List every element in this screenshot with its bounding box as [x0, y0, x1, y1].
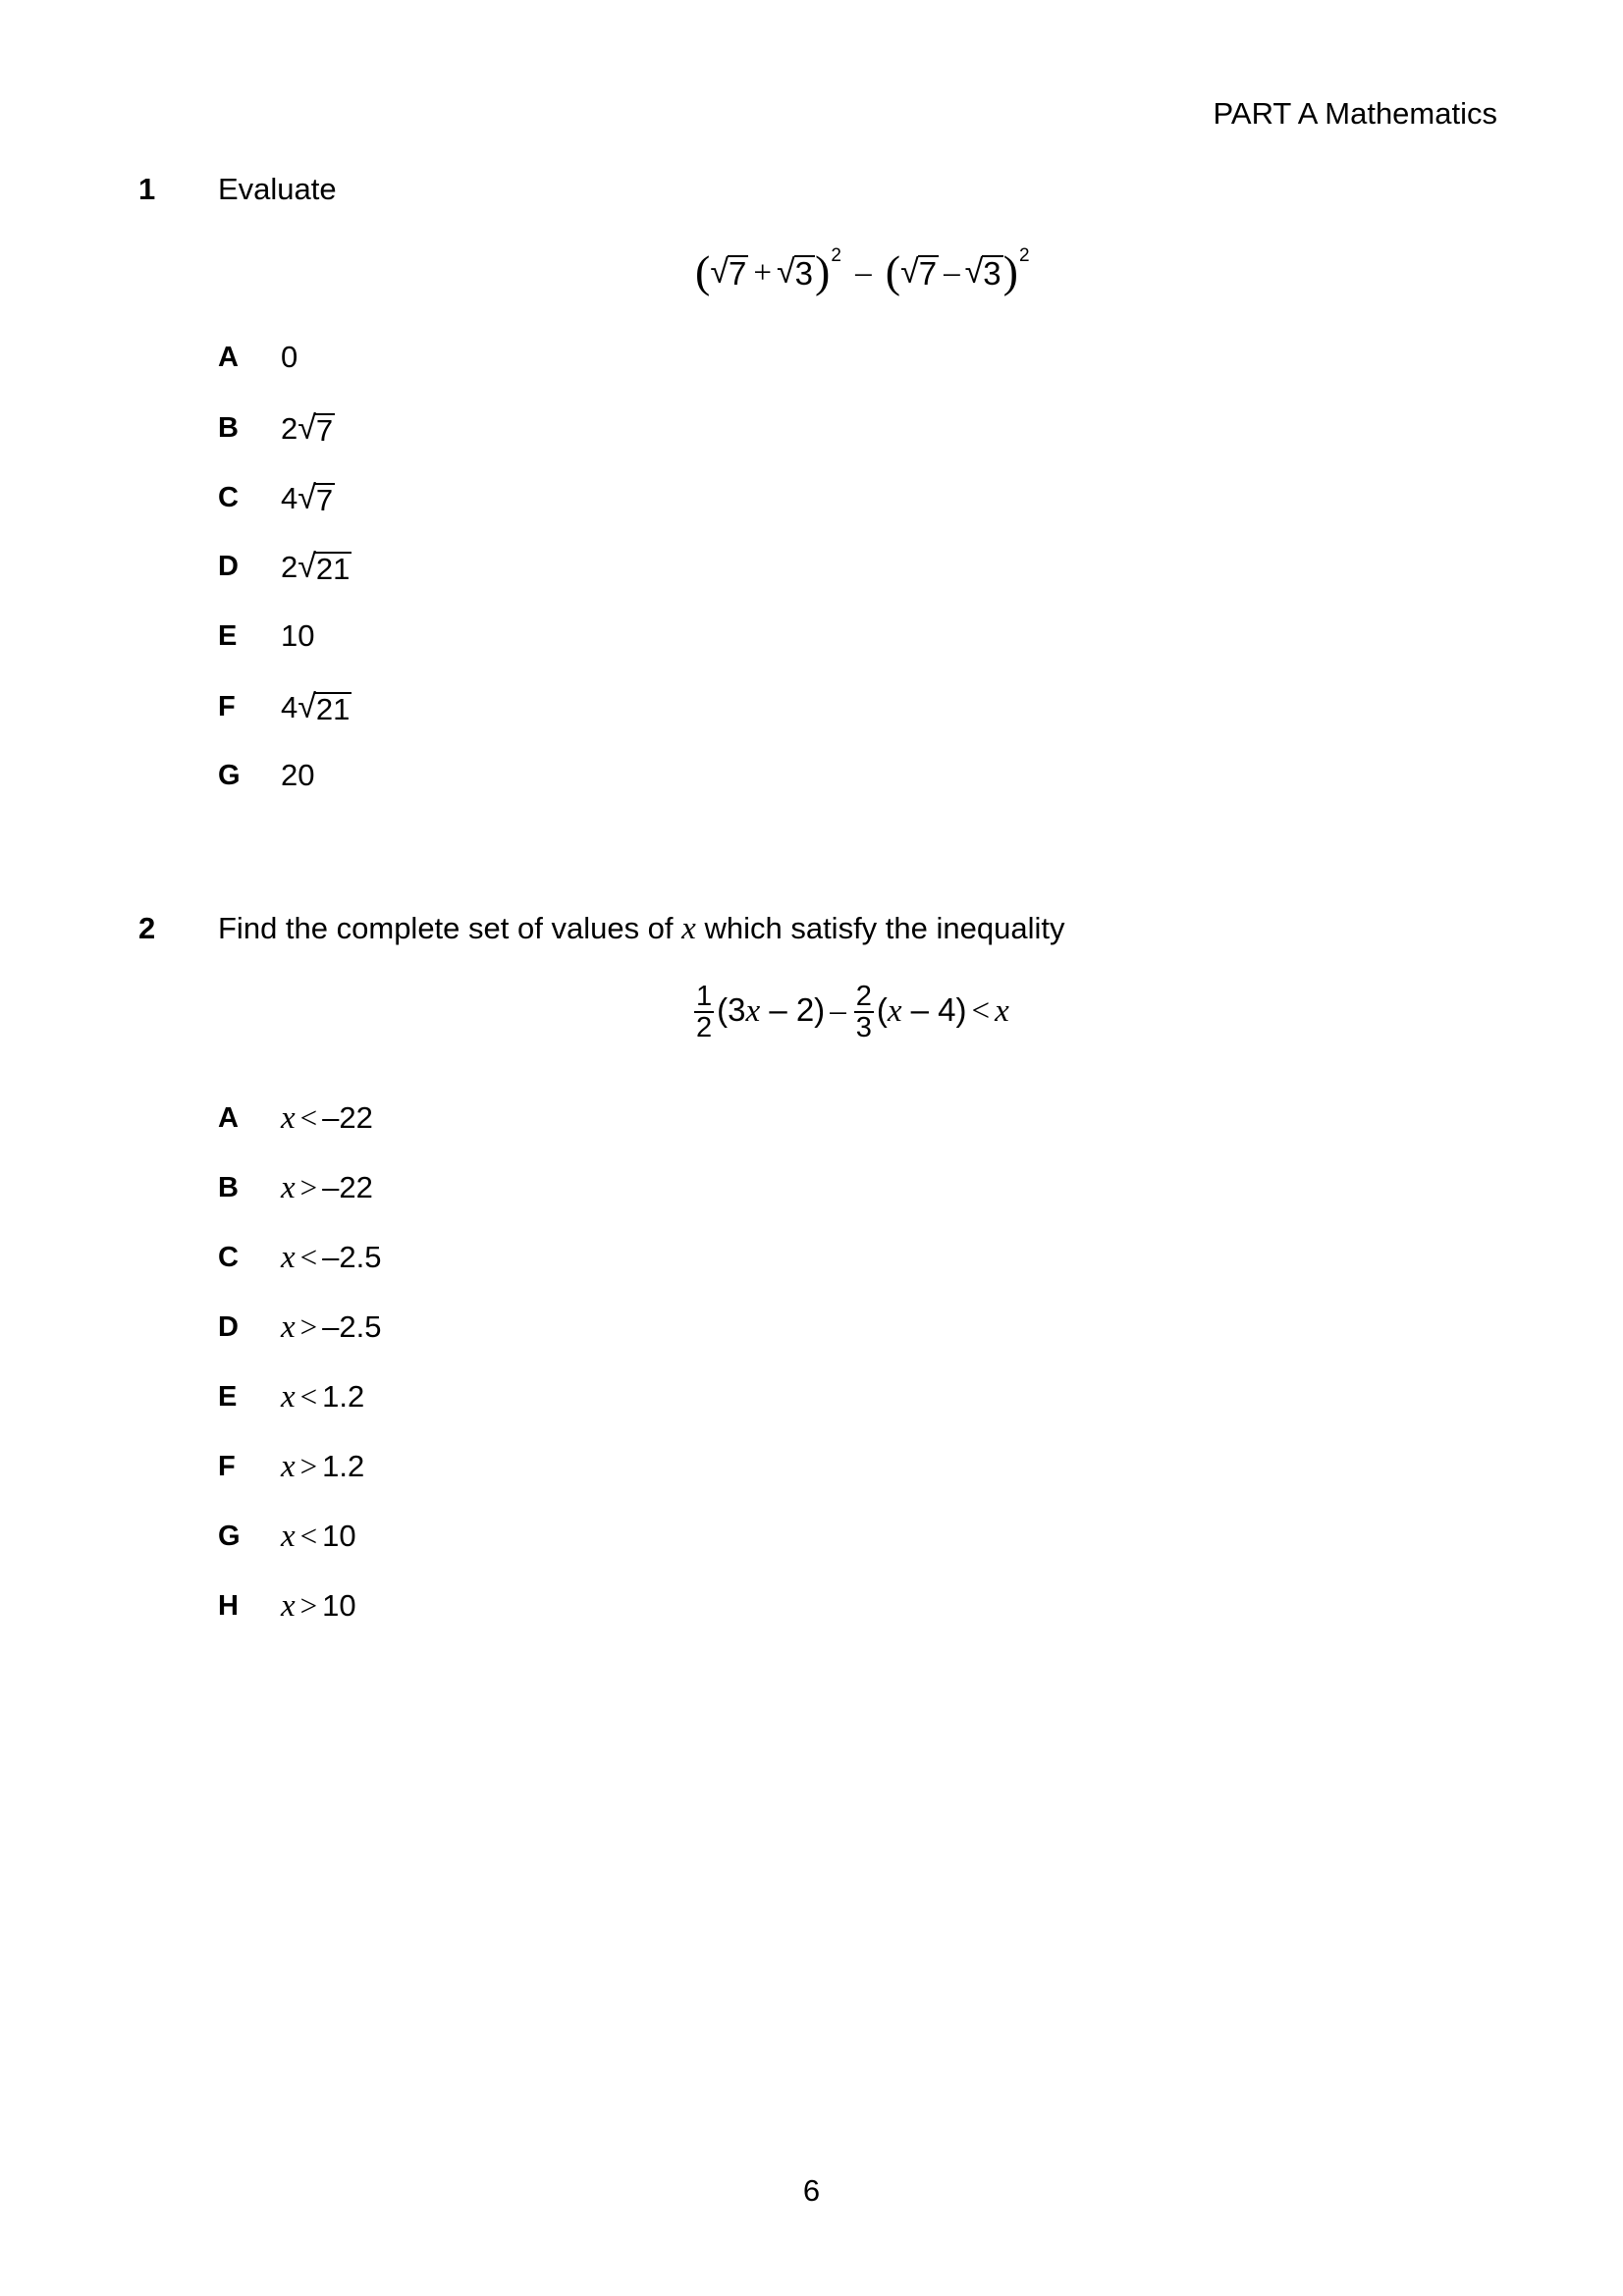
- variable-x: x: [281, 1239, 296, 1275]
- relation: <: [971, 993, 991, 1030]
- question-1-number: 1: [138, 172, 156, 206]
- option-value: [281, 1379, 364, 1415]
- open-paren: (: [695, 246, 711, 296]
- rhs: –2.5: [322, 1308, 382, 1344]
- variable-x: x: [745, 993, 761, 1030]
- option-letter: B: [218, 1171, 239, 1203]
- relation: >: [299, 1587, 318, 1623]
- denominator: 3: [855, 1012, 872, 1044]
- fraction: [694, 982, 714, 1043]
- denominator: 2: [696, 1012, 713, 1044]
- variable-x: x: [281, 1378, 296, 1415]
- option-value: 10: [281, 618, 315, 653]
- radical-sign: √: [298, 478, 316, 516]
- sqrt: [965, 253, 1003, 292]
- radicand: 7: [315, 482, 334, 517]
- question-2-expression: [691, 982, 1009, 1043]
- relation: <: [299, 1239, 318, 1274]
- option-value: 0: [281, 340, 298, 374]
- variable-x: x: [995, 993, 1009, 1030]
- relation: <: [299, 1518, 318, 1553]
- option-letter: A: [218, 341, 239, 373]
- variable-x: x: [681, 911, 696, 946]
- term: – 2): [769, 991, 826, 1029]
- radicand: 7: [918, 255, 938, 293]
- question-2-number: 2: [138, 911, 156, 945]
- option-letter: C: [218, 481, 239, 513]
- fraction: [854, 982, 874, 1043]
- variable-x: x: [281, 1099, 296, 1136]
- answer-option[interactable]: [218, 687, 352, 726]
- option-value: [281, 1449, 364, 1485]
- radical-sign: √: [710, 253, 729, 291]
- coefficient: 4: [281, 689, 298, 724]
- question-1-prompt: Evaluate: [218, 172, 337, 206]
- option-letter: C: [218, 1241, 239, 1273]
- variable-x: x: [281, 1518, 296, 1554]
- sqrt: [298, 688, 352, 726]
- variable-x: x: [281, 1169, 296, 1205]
- radical-sign: √: [298, 687, 316, 725]
- page-number: 6: [802, 2173, 821, 2208]
- close-paren: ): [1002, 246, 1018, 296]
- option-letter: B: [218, 411, 239, 444]
- sqrt: [298, 548, 352, 586]
- option-value: [281, 688, 352, 726]
- relation: <: [299, 1378, 318, 1414]
- option-value: [281, 1309, 381, 1346]
- option-value: [281, 1519, 356, 1555]
- radical-sign: √: [298, 408, 316, 447]
- answer-option[interactable]: [218, 1098, 373, 1138]
- relation: <: [299, 1099, 318, 1135]
- variable-x: x: [281, 1448, 296, 1484]
- question-2-prompt: [218, 911, 1064, 947]
- page-header: PART A Mathematics: [1213, 96, 1497, 131]
- option-letter: F: [218, 690, 236, 722]
- radical-sign: √: [298, 547, 316, 585]
- option-letter: G: [218, 759, 241, 791]
- close-paren: ): [815, 246, 831, 296]
- operator: –: [944, 255, 960, 291]
- question-1-expression: [695, 245, 1030, 297]
- variable-x: x: [281, 1308, 296, 1345]
- answer-option[interactable]: [218, 1168, 373, 1207]
- coefficient: 2: [281, 549, 298, 584]
- prompt-text: which satisfy the inequality: [704, 911, 1065, 945]
- radicand: 21: [315, 551, 351, 586]
- option-value: 20: [281, 758, 315, 792]
- rhs: 10: [322, 1518, 356, 1553]
- rhs: 1.2: [322, 1448, 365, 1483]
- answer-option[interactable]: [218, 616, 314, 656]
- numerator: 1: [696, 981, 713, 1012]
- rhs: –22: [322, 1099, 373, 1135]
- coefficient: 4: [281, 480, 298, 515]
- option-value: [281, 409, 335, 448]
- operator: –: [830, 993, 846, 1030]
- rhs: –2.5: [322, 1239, 382, 1274]
- option-value: [281, 479, 335, 517]
- rhs: –22: [322, 1169, 373, 1204]
- radical-sign: √: [964, 253, 984, 291]
- radicand: 7: [729, 255, 747, 293]
- radical-sign: √: [776, 253, 795, 291]
- exponent: 2: [831, 245, 841, 266]
- relation: >: [299, 1448, 318, 1483]
- sqrt: [900, 253, 939, 292]
- sqrt: [777, 253, 815, 292]
- answer-option[interactable]: [218, 547, 352, 586]
- prompt-text: Find the complete set of values of: [218, 911, 674, 945]
- radicand: 3: [983, 255, 1001, 293]
- option-letter: E: [218, 1380, 238, 1413]
- radicand: 3: [794, 255, 814, 293]
- option-letter: D: [218, 550, 239, 582]
- open-paren: (: [885, 246, 901, 296]
- variable-x: x: [281, 1587, 296, 1624]
- option-value: [281, 1100, 373, 1137]
- answer-option[interactable]: [218, 338, 298, 377]
- option-letter: G: [218, 1520, 241, 1552]
- term: (: [876, 991, 888, 1029]
- radical-sign: √: [900, 253, 919, 291]
- answer-option[interactable]: [218, 478, 335, 517]
- option-value: [281, 1170, 373, 1206]
- answer-option[interactable]: [218, 1238, 381, 1277]
- answer-option[interactable]: [218, 1377, 364, 1416]
- option-letter: H: [218, 1589, 239, 1622]
- sqrt: [298, 409, 335, 448]
- option-value: [281, 1240, 381, 1276]
- numerator: 2: [855, 981, 872, 1012]
- operator: –: [855, 255, 872, 291]
- answer-option[interactable]: [218, 1308, 381, 1347]
- answer-option[interactable]: [218, 408, 335, 448]
- rhs: 10: [322, 1587, 356, 1623]
- option-letter: F: [218, 1450, 236, 1482]
- option-value: [281, 548, 352, 586]
- relation: >: [299, 1169, 318, 1204]
- relation: >: [299, 1308, 318, 1344]
- coefficient: 2: [281, 410, 298, 446]
- radicand: 21: [315, 691, 351, 726]
- sqrt: [298, 479, 335, 517]
- option-value: [281, 1588, 356, 1625]
- variable-x: x: [887, 993, 902, 1030]
- option-letter: D: [218, 1310, 239, 1343]
- answer-option[interactable]: [218, 1447, 364, 1486]
- answer-option[interactable]: [218, 756, 314, 795]
- term: – 4): [910, 991, 967, 1029]
- radicand: 7: [315, 412, 334, 448]
- answer-option[interactable]: [218, 1586, 356, 1626]
- answer-option[interactable]: [218, 1517, 356, 1556]
- option-letter: E: [218, 619, 238, 652]
- operator: +: [753, 255, 772, 291]
- sqrt: [710, 253, 748, 292]
- exponent: 2: [1018, 245, 1030, 266]
- term: (3: [717, 991, 746, 1029]
- rhs: 1.2: [322, 1378, 365, 1414]
- option-letter: A: [218, 1101, 239, 1134]
